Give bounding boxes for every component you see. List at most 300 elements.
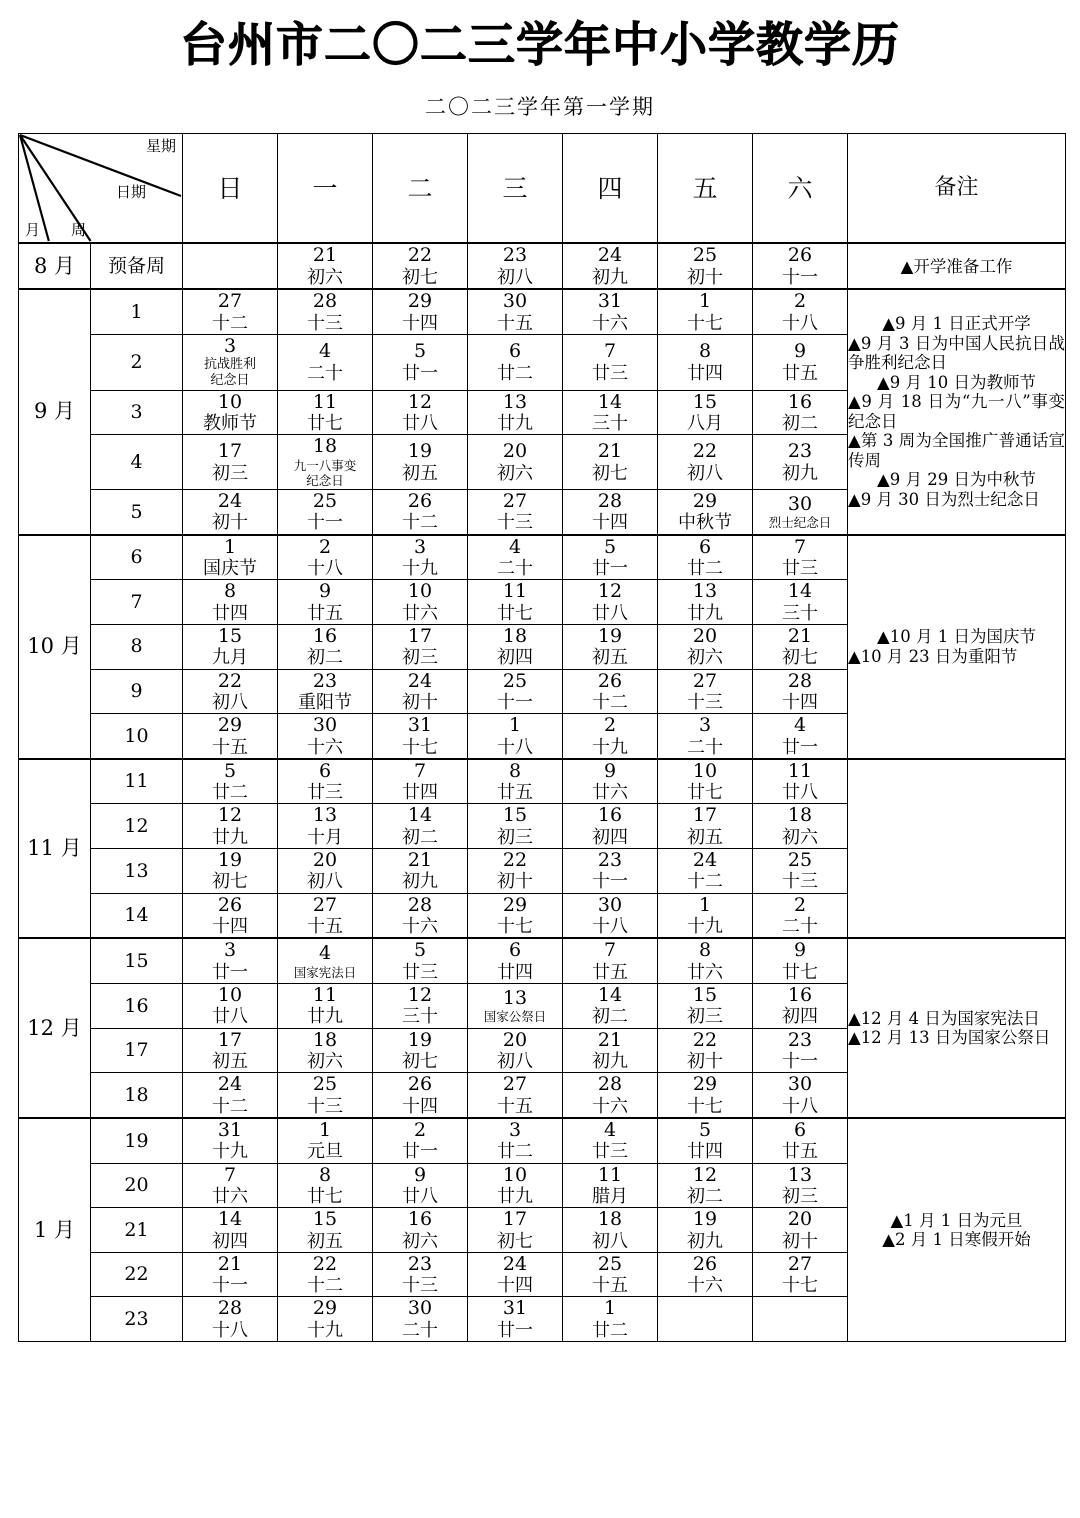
day-cell-content [183, 1208, 277, 1252]
day-number: 7 [223, 1163, 237, 1186]
day-lunar-label: 十九 [307, 1319, 343, 1341]
academic-calendar-table [18, 133, 1066, 1342]
day-cell-content [753, 340, 847, 384]
day-cell [658, 435, 753, 490]
day-cell [468, 849, 563, 894]
day-cell-content [373, 894, 467, 938]
day-number: 16 [312, 624, 338, 647]
day-cell-content [658, 984, 752, 1028]
day-number: 13 [787, 1163, 813, 1186]
day-cell-content [658, 244, 752, 288]
day-cell-content [563, 580, 657, 624]
day-cell [563, 1118, 658, 1163]
day-cell-content [753, 760, 847, 804]
day-lunar-label: 廿七 [307, 1185, 343, 1207]
day-cell [278, 759, 373, 804]
day-cell [468, 624, 563, 669]
remarks-header: 备注 [848, 134, 1066, 244]
week-number-cell: 22 [91, 1252, 183, 1297]
day-cell-content [468, 804, 562, 848]
day-lunar-label: 廿三 [402, 961, 438, 983]
day-cell [183, 1163, 278, 1208]
day-cell-content [278, 894, 372, 938]
day-number: 3 [413, 535, 427, 558]
day-number: 2 [793, 290, 807, 313]
remark-line: ▲9 月 3 日为中国人民抗日战争胜利纪念日 [848, 333, 1065, 373]
day-lunar-label: 初七 [402, 1051, 438, 1073]
day-number: 11 [312, 983, 338, 1006]
day-cell [278, 669, 373, 714]
day-lunar-label: 初六 [307, 266, 343, 288]
day-lunar-label: 初三 [212, 462, 248, 484]
day-cell [183, 893, 278, 938]
day-number: 18 [787, 804, 813, 827]
day-lunar-label: 十四 [592, 512, 628, 534]
day-cell [183, 1118, 278, 1163]
day-number: 10 [217, 390, 243, 413]
day-cell-content [468, 1073, 562, 1117]
day-lunar-label: 十三 [497, 512, 533, 534]
day-number: 23 [787, 1028, 813, 1051]
day-number: 14 [787, 580, 813, 603]
day-cell-content [183, 1073, 277, 1117]
day-lunar-label: 十二 [687, 871, 723, 893]
day-number: 4 [318, 942, 332, 965]
day-cell-content [753, 580, 847, 624]
day-cell-content [563, 804, 657, 848]
day-cell [278, 624, 373, 669]
day-cell-content [468, 290, 562, 334]
day-number: 21 [787, 624, 813, 647]
day-cell [373, 804, 468, 849]
day-number: 16 [407, 1208, 433, 1231]
day-cell [658, 289, 753, 334]
day-lunar-label: 廿五 [782, 362, 818, 384]
day-cell-content [373, 714, 467, 758]
day-lunar-label: 十九 [402, 557, 438, 579]
day-cell [658, 1163, 753, 1208]
day-cell [563, 1028, 658, 1073]
day-lunar-label: 廿六 [592, 782, 628, 804]
day-lunar-label: 初二 [402, 826, 438, 848]
day-cell-content [563, 1029, 657, 1073]
day-cell-content [278, 1119, 372, 1163]
day-number: 2 [413, 1118, 427, 1141]
day-cell-content [658, 894, 752, 938]
day-cell [278, 714, 373, 759]
day-number: 29 [502, 893, 528, 916]
day-lunar-label: 廿八 [402, 1185, 438, 1207]
day-cell [183, 334, 278, 390]
calendar-week-row [19, 1118, 1066, 1163]
day-cell [183, 1073, 278, 1118]
day-cell [563, 289, 658, 334]
day-lunar-label: 十二 [212, 1095, 248, 1117]
day-lunar-label: 廿三 [592, 1141, 628, 1163]
day-number: 27 [312, 893, 338, 916]
day-cell-content [373, 440, 467, 484]
corner-month-label: 月 [25, 220, 41, 239]
day-cell-content [278, 942, 372, 980]
day-cell [658, 1118, 753, 1163]
day-cell [563, 624, 658, 669]
day-number: 20 [502, 440, 528, 463]
day-lunar-label: 初十 [782, 1230, 818, 1252]
day-cell [658, 983, 753, 1028]
day-number: 6 [508, 340, 522, 363]
day-lunar-label: 初八 [497, 1051, 533, 1073]
day-cell-content [183, 1164, 277, 1208]
day-cell-content [373, 580, 467, 624]
day-cell [468, 669, 563, 714]
day-cell-content [183, 536, 277, 580]
day-cell [278, 849, 373, 894]
day-cell-content [373, 290, 467, 334]
day-cell [468, 489, 563, 534]
day-number: 12 [597, 580, 623, 603]
day-lunar-label: 初九 [592, 266, 628, 288]
day-lunar-label: 初五 [687, 826, 723, 848]
day-cell-content [373, 984, 467, 1028]
day-number: 17 [692, 804, 718, 827]
day-number: 18 [312, 435, 338, 458]
day-lunar-label: 廿八 [592, 602, 628, 624]
day-cell-content [658, 340, 752, 384]
day-cell [468, 580, 563, 625]
day-cell-content [278, 391, 372, 435]
day-lunar-label: 廿六 [212, 1185, 248, 1207]
day-number: 14 [597, 983, 623, 1006]
day-number: 10 [217, 983, 243, 1006]
day-cell [563, 938, 658, 983]
day-cell [563, 849, 658, 894]
day-number: 21 [597, 440, 623, 463]
day-cell-content [468, 244, 562, 288]
day-number: 23 [312, 669, 338, 692]
day-cell-content [658, 625, 752, 669]
day-number: 19 [407, 1028, 433, 1051]
day-lunar-label: 廿六 [402, 602, 438, 624]
day-number: 22 [407, 244, 433, 267]
month-remarks-cell [848, 759, 1066, 939]
day-lunar-label: 廿四 [687, 1141, 723, 1163]
day-number: 15 [692, 983, 718, 1006]
day-cell-content [373, 536, 467, 580]
day-lunar-label: 十六 [592, 312, 628, 334]
day-cell-content [278, 580, 372, 624]
day-cell-content [278, 760, 372, 804]
day-lunar-label: 重阳节 [298, 691, 352, 713]
day-lunar-label: 十一 [592, 871, 628, 893]
day-lunar-label: 十四 [212, 916, 248, 938]
weekday-header-3: 三 [468, 134, 563, 244]
day-number: 29 [217, 714, 243, 737]
day-cell-content [658, 490, 752, 534]
day-lunar-label: 初十 [497, 871, 533, 893]
week-number-cell: 预备周 [91, 243, 183, 289]
day-lunar-label: 初四 [592, 826, 628, 848]
day-number: 24 [597, 244, 623, 267]
day-number: 13 [502, 986, 528, 1009]
day-lunar-label: 初八 [307, 871, 343, 893]
day-cell [753, 435, 848, 490]
day-cell-content [753, 1029, 847, 1073]
day-cell-content [753, 536, 847, 580]
day-number: 19 [217, 849, 243, 872]
day-cell [278, 489, 373, 534]
day-cell-content [753, 1119, 847, 1163]
week-number-cell: 12 [91, 804, 183, 849]
day-lunar-label: 初十 [687, 266, 723, 288]
day-cell-content [563, 1073, 657, 1117]
day-cell-content [753, 391, 847, 435]
day-lunar-label: 十二 [307, 1275, 343, 1297]
day-number: 9 [318, 580, 332, 603]
week-number-cell: 9 [91, 669, 183, 714]
day-number: 6 [508, 939, 522, 962]
day-cell [183, 759, 278, 804]
day-cell [278, 435, 373, 490]
day-cell [373, 1297, 468, 1342]
day-cell [658, 334, 753, 390]
day-cell [658, 669, 753, 714]
day-number: 13 [502, 390, 528, 413]
day-number: 5 [223, 759, 237, 782]
remark-line: ▲第 3 周为全国推广普通话宣传周 [848, 431, 1065, 470]
day-cell [183, 1028, 278, 1073]
day-cell [563, 714, 658, 759]
day-lunar-label: 十一 [307, 512, 343, 534]
day-number: 19 [597, 624, 623, 647]
day-cell [468, 334, 563, 390]
day-number: 1 [223, 535, 237, 558]
day-number: 23 [787, 440, 813, 463]
day-cell [468, 289, 563, 334]
day-number: 8 [698, 939, 712, 962]
week-number-cell: 4 [91, 435, 183, 490]
day-cell-content [753, 290, 847, 334]
day-lunar-label: 初八 [687, 462, 723, 484]
page-title: 台州市二〇二三学年中小学教学历 [180, 18, 900, 73]
day-cell-content [468, 939, 562, 983]
day-cell [183, 983, 278, 1028]
day-number: 6 [793, 1118, 807, 1141]
day-lunar-label: 二十 [782, 916, 818, 938]
day-number: 26 [407, 489, 433, 512]
day-cell-content [278, 714, 372, 758]
day-cell [278, 804, 373, 849]
day-number: 5 [413, 939, 427, 962]
day-cell [278, 983, 373, 1028]
day-cell-content [183, 939, 277, 983]
calendar-week-row [19, 535, 1066, 580]
day-cell-content [753, 1253, 847, 1297]
day-cell [373, 334, 468, 390]
day-number: 16 [787, 390, 813, 413]
day-number: 22 [217, 669, 243, 692]
week-number-cell: 16 [91, 983, 183, 1028]
day-cell-content [563, 340, 657, 384]
day-cell [373, 489, 468, 534]
day-number: 9 [603, 759, 617, 782]
day-cell [563, 669, 658, 714]
day-number: 16 [787, 983, 813, 1006]
day-cell-content [183, 440, 277, 484]
day-lunar-label: 初二 [592, 1006, 628, 1028]
day-lunar-label: 三十 [402, 1006, 438, 1028]
day-lunar-label: 八月 [687, 413, 723, 435]
day-lunar-label: 廿一 [592, 557, 628, 579]
day-cell [563, 1297, 658, 1342]
day-cell-content [468, 391, 562, 435]
day-cell-content [753, 1073, 847, 1117]
day-number: 2 [793, 893, 807, 916]
day-cell [563, 1163, 658, 1208]
day-lunar-label: 初六 [402, 1230, 438, 1252]
day-number: 18 [502, 624, 528, 647]
day-lunar-label: 十一 [782, 266, 818, 288]
day-cell-content [753, 625, 847, 669]
day-number: 27 [787, 1252, 813, 1275]
day-number: 11 [502, 580, 528, 603]
day-cell [753, 243, 848, 289]
day-cell [183, 243, 278, 289]
calendar-week-row [19, 938, 1066, 983]
day-cell [183, 489, 278, 534]
day-lunar-label: 三十 [592, 413, 628, 435]
day-cell-content [183, 335, 277, 390]
day-cell-content [278, 1297, 372, 1341]
day-number: 21 [597, 1028, 623, 1051]
day-cell [183, 580, 278, 625]
day-cell-content [753, 244, 847, 288]
day-cell [468, 535, 563, 580]
weekday-header-1: 一 [278, 134, 373, 244]
day-lunar-label: 廿七 [307, 413, 343, 435]
day-cell [468, 1118, 563, 1163]
day-number: 24 [217, 1073, 243, 1096]
day-cell-content [373, 1253, 467, 1297]
day-lunar-label: 初十 [212, 512, 248, 534]
day-cell [753, 983, 848, 1028]
day-lunar-label: 初七 [497, 1230, 533, 1252]
day-number: 5 [698, 1118, 712, 1141]
month-remarks-cell [848, 243, 1066, 289]
day-lunar-label: 十二 [402, 512, 438, 534]
day-lunar-label: 廿八 [212, 1006, 248, 1028]
day-cell-content [278, 1073, 372, 1117]
day-cell-content [183, 804, 277, 848]
day-cell-content [373, 939, 467, 983]
day-cell-content [278, 435, 372, 489]
day-cell-content [563, 984, 657, 1028]
day-lunar-label: 初八 [497, 266, 533, 288]
day-number: 24 [692, 849, 718, 872]
day-cell-content [468, 1119, 562, 1163]
day-number: 31 [407, 714, 433, 737]
day-cell [658, 849, 753, 894]
week-number-cell: 18 [91, 1073, 183, 1118]
day-lunar-label: 二十 [687, 736, 723, 758]
day-number: 23 [502, 244, 528, 267]
day-lunar-label: 国庆节 [203, 557, 257, 579]
day-lunar-label: 廿六 [687, 961, 723, 983]
day-cell-content [753, 440, 847, 484]
day-lunar-label: 元旦 [307, 1141, 343, 1163]
day-lunar-label: 十四 [402, 1095, 438, 1117]
corner-weekday-label: 星期 [145, 137, 176, 156]
day-cell-content [278, 849, 372, 893]
day-lunar-label: 廿二 [497, 362, 533, 384]
day-lunar-label: 腊月 [592, 1185, 628, 1207]
day-number: 20 [312, 849, 338, 872]
day-lunar-label: 廿五 [592, 961, 628, 983]
day-number: 2 [318, 535, 332, 558]
week-number-cell: 8 [91, 624, 183, 669]
day-number: 18 [312, 1028, 338, 1051]
day-number: 7 [413, 759, 427, 782]
day-cell [658, 243, 753, 289]
remark-line: ▲9 月 30 日为烈士纪念日 [848, 489, 1040, 509]
day-lunar-label: 廿八 [402, 413, 438, 435]
day-cell-content [183, 1029, 277, 1073]
day-number: 1 [318, 1118, 332, 1141]
day-lunar-label: 十三 [307, 312, 343, 334]
day-cell-content [658, 1073, 752, 1117]
corner-weeknum-label: 周 [71, 220, 87, 239]
day-lunar-label: 初六 [307, 1051, 343, 1073]
day-number: 10 [407, 580, 433, 603]
day-cell [373, 624, 468, 669]
day-lunar-label: 十五 [307, 916, 343, 938]
day-lunar-label: 十七 [497, 916, 533, 938]
day-number: 27 [692, 669, 718, 692]
day-lunar-label: 初六 [782, 826, 818, 848]
day-cell [658, 1297, 753, 1342]
week-number-cell: 5 [91, 489, 183, 534]
day-lunar-label: 十一 [497, 691, 533, 713]
day-lunar-label: 九一八事变 纪念日 [293, 457, 357, 489]
remark-line: ▲12 月 4 日为国家宪法日 [848, 1008, 1040, 1028]
day-cell-content [468, 490, 562, 534]
day-cell-content [373, 804, 467, 848]
day-lunar-label: 十三 [402, 1275, 438, 1297]
day-cell-content [468, 849, 562, 893]
day-cell [373, 1252, 468, 1297]
day-number: 5 [413, 340, 427, 363]
day-cell [658, 1208, 753, 1253]
day-number: 29 [312, 1297, 338, 1320]
day-number: 29 [692, 1073, 718, 1096]
day-cell [563, 893, 658, 938]
header-corner-cell [19, 134, 183, 244]
day-cell [753, 804, 848, 849]
day-cell-content [563, 625, 657, 669]
day-number: 31 [217, 1118, 243, 1141]
day-cell [753, 1118, 848, 1163]
day-cell-content [468, 894, 562, 938]
day-lunar-label: 九月 [212, 647, 248, 669]
day-cell [373, 435, 468, 490]
day-number: 6 [698, 535, 712, 558]
day-number: 8 [223, 580, 237, 603]
day-number: 8 [508, 759, 522, 782]
day-cell-content [468, 1029, 562, 1073]
day-number: 15 [502, 804, 528, 827]
day-number: 27 [502, 1073, 528, 1096]
day-lunar-label: 十月 [307, 826, 343, 848]
day-cell [278, 1073, 373, 1118]
